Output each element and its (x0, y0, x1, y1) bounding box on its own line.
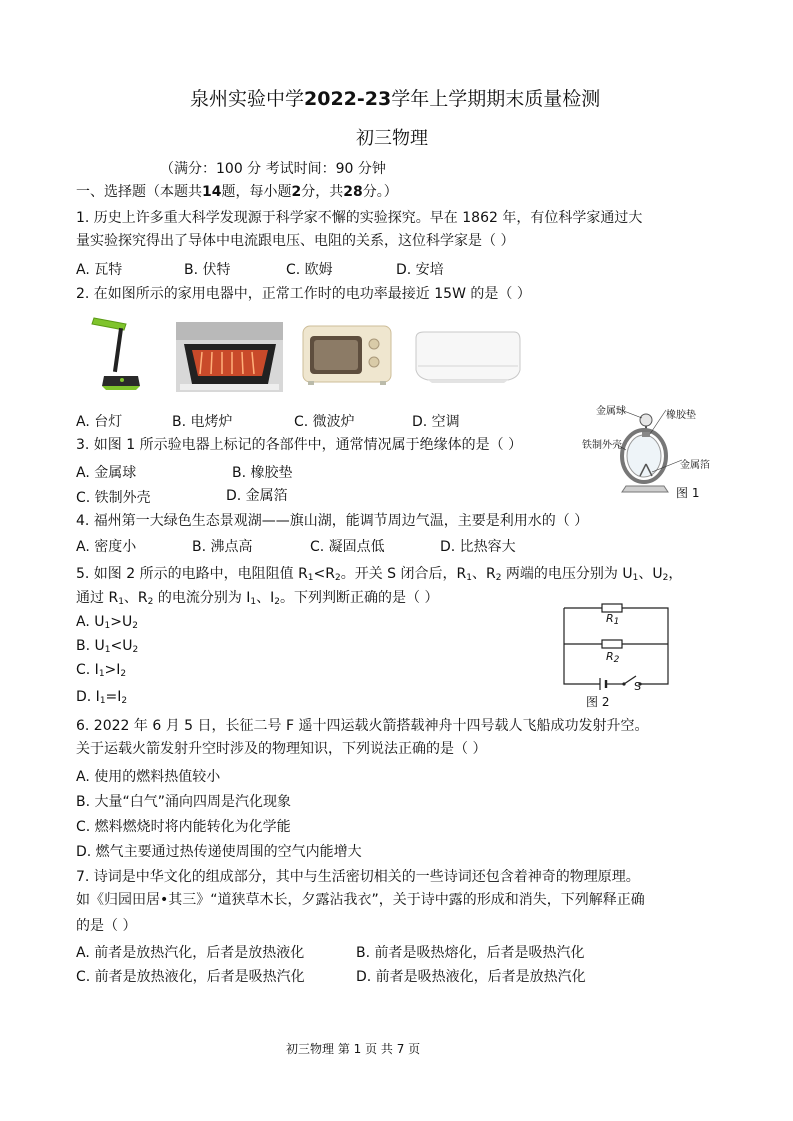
q5-text: <R (313, 566, 335, 582)
q5-opt-text: >I (104, 662, 121, 678)
q1-line2: 量实验探究得出了导体中电流跟电压、电阻的关系，这位科学家是（ ） (76, 233, 515, 249)
fig1-label-iron-shell: 铁制外壳 (582, 440, 622, 451)
q4-option-b: B. 沸点高 (192, 539, 253, 555)
q7-line2: 如《归园田居•其三》“道狭草木长，夕露沾我衣”，关于诗中露的形成和消失，下列解释正确 (76, 892, 645, 908)
q7-option-c: C. 前者是放热液化，后者是吸热汽化 (76, 969, 305, 985)
q5-sub: 2 (662, 573, 669, 583)
q6-option-b: B. 大量“白气”涌向四周是汽化现象 (76, 794, 292, 810)
heading-count: 14 (202, 184, 222, 200)
q3-option-a: A. 金属球 (76, 465, 137, 481)
page-footer: 初三物理 第 1 页 共 7 页 (286, 1042, 421, 1056)
q5-option-d (76, 689, 127, 706)
fig2-switch-label: S (634, 680, 641, 693)
q5-text: 5. 如图 2 所示的电路中，电阻阻值 R (76, 566, 308, 582)
q5-sub: 1 (632, 573, 639, 583)
q6-line1: 6. 2022 年 6 月 5 日，长征二号 F 遥十四运载火箭搭载神舟十四号载人飞船成功发射升空。 (76, 718, 649, 734)
exam-subtitle: 初三物理 (356, 128, 428, 149)
q5-opt-text: D. I (76, 689, 100, 705)
score-info: （满分：100 分 考试时间：90 分钟 (160, 161, 386, 177)
air-conditioner-image (414, 330, 522, 384)
r2-text: R (606, 650, 614, 663)
q4-option-d: D. 比热容大 (440, 539, 516, 555)
fig2-r1-label (606, 612, 619, 627)
q7-option-d: D. 前者是吸热液化，后者是放热汽化 (356, 969, 586, 985)
q5-text: 、I (256, 590, 275, 606)
q2-option-a: A. 台灯 (76, 414, 123, 430)
q6-option-d: D. 燃气主要通过热传递使周围的空气内能增大 (76, 844, 362, 860)
q5-opt-sub: 2 (120, 669, 127, 679)
q5-opt-sub: 2 (121, 696, 128, 706)
q5-option-a (76, 614, 138, 631)
q2-option-c: C. 微波炉 (294, 414, 355, 430)
title-school: 泉州实验中学 (190, 88, 305, 110)
q5-opt-text: B. U (76, 638, 105, 654)
q5-sub: 2 (147, 597, 154, 607)
q6-option-a: A. 使用的燃料热值较小 (76, 769, 221, 785)
q5-text: 通过 R (76, 590, 119, 606)
q6-option-c: C. 燃料燃烧时将内能转化为化学能 (76, 819, 291, 835)
q5-text: 两端的电压分别为 U (501, 566, 633, 582)
q7-line3: 的是（ ） (76, 918, 137, 934)
q5-option-b (76, 638, 138, 655)
fig2-r2-label (606, 650, 619, 665)
q5-sub: 1 (118, 597, 124, 607)
q1-option-b: B. 伏特 (184, 262, 231, 278)
fig2-caption: 图 2 (586, 695, 610, 709)
q5-opt-text: <U (110, 638, 133, 654)
q5-opt-sub: 1 (99, 696, 106, 706)
q3-option-b: B. 橡胶垫 (232, 465, 293, 481)
q5-sub: 2 (335, 573, 341, 583)
q4-line1: 4. 福州第一大绿色生态景观湖——旗山湖，能调节周边气温，主要是利用水的（ ） (76, 513, 589, 529)
q5-opt-text: =I (105, 689, 122, 705)
q1-option-d: D. 安培 (396, 262, 444, 278)
q1-line1: 1. 历史上许多重大科学发现源于科学家不懈的实验探究。早在 1862 年，有位科学家通过大 (76, 210, 643, 226)
title-year: 2022-23 (304, 88, 392, 110)
q3-option-c: C. 铁制外壳 (76, 490, 151, 506)
q5-sub: 1 (250, 597, 257, 607)
desk-lamp-image (86, 314, 160, 392)
exam-title (190, 84, 600, 111)
heading-points-each: 2 (291, 184, 302, 200)
q2-option-d: D. 空调 (412, 414, 460, 430)
q5-opt-sub: 1 (104, 645, 111, 655)
q3-line1: 3. 如图 1 所示验电器上标记的各部件中，通常情况属于绝缘体的是（ ） (76, 437, 523, 453)
q5-opt-sub: 2 (132, 621, 138, 631)
electric-oven-image (176, 322, 283, 392)
fig1-caption: 图 1 (676, 486, 700, 500)
q5-opt-text: >U (110, 614, 133, 630)
q5-text: 的电流分别为 I (153, 590, 251, 606)
q5-text: 、R (471, 566, 496, 582)
q6-line2: 关于运载火箭发射升空时涉及的物理知识，下列说法正确的是（ ） (76, 741, 487, 757)
q5-opt-sub: 1 (104, 621, 111, 631)
q1-option-c: C. 欧姆 (286, 262, 333, 278)
title-term: 学年上学期期末质量检测 (391, 88, 601, 110)
heading-text-b: 题，每小题 (221, 184, 292, 200)
r1-text: R (606, 612, 614, 625)
q5-opt-sub: 2 (132, 645, 139, 655)
q5-opt-text: A. U (76, 614, 105, 630)
q1-option-a: A. 瓦特 (76, 262, 123, 278)
q5-sub: 2 (495, 573, 502, 583)
q5-text: 。下列判断正确的是（ ） (280, 590, 439, 606)
q5-sub: 1 (466, 573, 472, 583)
heading-text-c: 分，共 (301, 184, 344, 200)
q5-line1 (76, 563, 682, 589)
q5-text: 、R (123, 590, 148, 606)
q5-opt-sub: 1 (98, 669, 105, 679)
microwave-image (302, 324, 392, 386)
fig1-label-rubber-pad: 橡胶垫 (666, 410, 696, 421)
q5-text: 。开关 S 闭合后，R (340, 566, 467, 582)
q4-option-c: C. 凝固点低 (310, 539, 385, 555)
heading-text-d: 分。） (362, 184, 398, 200)
q5-sub: 2 (274, 597, 281, 607)
section-heading (76, 181, 398, 203)
r2-sub: 2 (613, 655, 620, 665)
heading-text-a: 一、选择题（本题共 (76, 184, 202, 200)
q5-text: ， (668, 566, 683, 582)
q4-option-a: A. 密度小 (76, 539, 137, 555)
fig1-label-metal-ball: 金属球 (596, 406, 626, 417)
q3-option-d: D. 金属箔 (226, 488, 288, 504)
q2-line1: 2. 在如图所示的家用电器中，正常工作时的电功率最接近 15W 的是（ ） (76, 286, 531, 302)
q5-text: 、U (638, 566, 663, 582)
q7-option-a: A. 前者是放热汽化，后者是放热液化 (76, 945, 305, 961)
fig1-label-metal-foil: 金属箔 (680, 460, 710, 471)
q2-option-b: B. 电烤炉 (172, 414, 233, 430)
q7-line1: 7. 诗词是中华文化的组成部分，其中与生活密切相关的一些诗词还包含着神奇的物理原理。 (76, 869, 640, 885)
q5-line2 (76, 587, 438, 613)
r1-sub: 1 (613, 617, 620, 627)
heading-total: 28 (343, 184, 363, 200)
q5-sub: 1 (307, 573, 314, 583)
q7-option-b: B. 前者是吸热熔化，后者是吸热汽化 (356, 945, 585, 961)
q5-opt-text: C. I (76, 662, 99, 678)
q5-option-c (76, 662, 126, 679)
